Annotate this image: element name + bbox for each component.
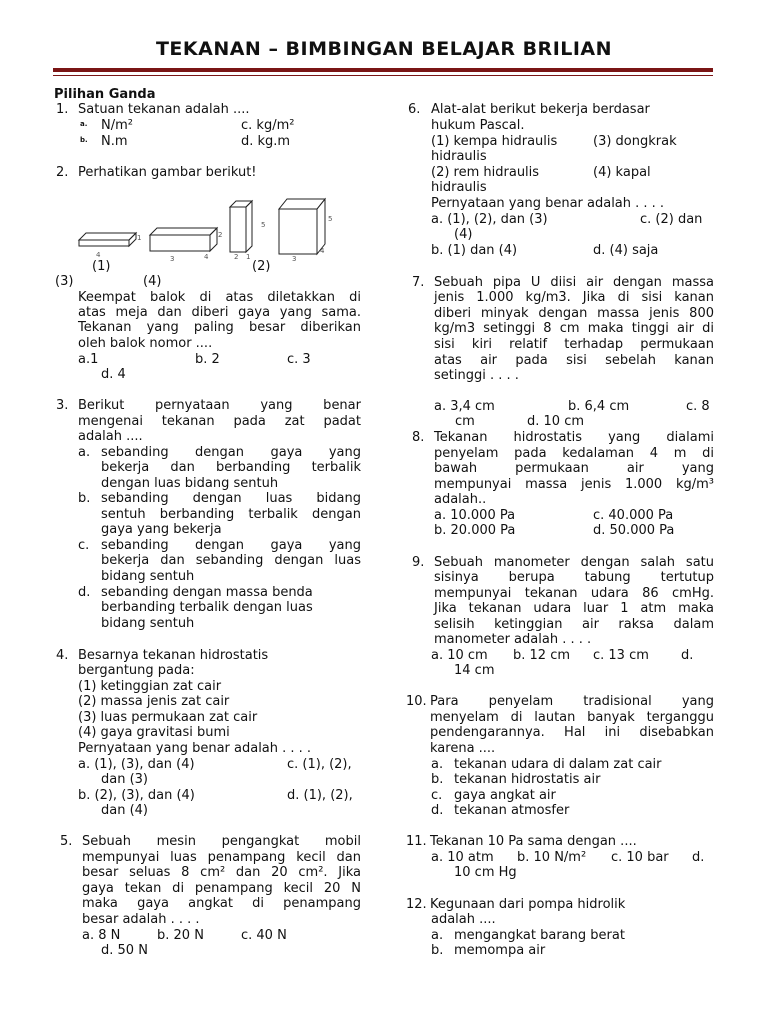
- q5-option-d: d. 50 N: [101, 943, 148, 958]
- q10-label-c: c.: [431, 788, 443, 803]
- q8-option-a: a. 10.000 Pa: [434, 508, 516, 523]
- q3-label-d: d.: [78, 585, 91, 600]
- page-title: TEKANAN – BIMBINGAN BELAJAR BRILIAN: [155, 38, 613, 60]
- title-rule: [53, 68, 713, 72]
- q10-option-a: tekanan udara di dalam zat cair: [454, 757, 662, 772]
- q4-option-a: a. (1), (3), dan (4): [78, 757, 195, 772]
- svg-text:5: 5: [261, 221, 266, 229]
- q4-line-1: Besarnya tekanan hidrostatis: [78, 648, 269, 663]
- q3-number: 3.: [56, 398, 69, 413]
- q6-line-1: Alat-alat berikut bekerja berdasar: [431, 102, 650, 117]
- q9-option-d-2: 14 cm: [454, 663, 495, 678]
- q8-line-4: mempunyai massa jenis 1.000 kg/m³: [434, 477, 714, 492]
- q2-line-1: Keempat balok di atas diletakkan di: [78, 290, 361, 305]
- q6-item-4: (4) kapal: [593, 165, 651, 180]
- q3-line-1: Berikut pernyataan yang benar: [78, 398, 361, 413]
- q6-option-c-2: (4): [454, 227, 473, 242]
- q10-number: 10.: [406, 694, 427, 709]
- q11-option-d-2: 10 cm Hg: [454, 865, 517, 880]
- q3-option-b-3: gaya yang bekerja: [101, 522, 222, 537]
- q10-option-c: gaya angkat air: [454, 788, 556, 803]
- q7-option-c-2: cm: [455, 414, 475, 429]
- svg-text:4: 4: [204, 253, 209, 261]
- q8-option-d: d. 50.000 Pa: [593, 523, 675, 538]
- q4-option-d-1: d. (1), (2),: [287, 788, 353, 803]
- q12-label-b: b.: [431, 943, 444, 958]
- q3-option-d-1: sebanding dengan massa benda: [101, 585, 313, 600]
- q3-option-a-2: bekerja dan berbanding terbalik: [101, 460, 361, 475]
- fig-label-3: (3): [55, 274, 74, 289]
- q6-item-3b: hidraulis: [431, 149, 487, 164]
- q7-line-6: atas air pada sisi sebelah kanan: [434, 353, 714, 368]
- svg-text:2: 2: [234, 253, 239, 261]
- q3-option-d-2: berbanding terbalik dengan luas: [101, 600, 313, 615]
- q12-line-1: Kegunaan dari pompa hidrolik: [430, 897, 626, 912]
- q11-option-a: a. 10 atm: [431, 850, 494, 865]
- q3-line-2: mengenai tekanan pada zat padat: [78, 414, 361, 429]
- q5-line-2: mempunyai luas penampang kecil dan: [82, 850, 361, 865]
- q2-number: 2.: [56, 165, 69, 180]
- q12-option-a: mengangkat barang berat: [454, 928, 625, 943]
- q7-line-2: jenis 1.000 kg/m3. Jika di sisi kanan: [434, 290, 714, 305]
- q3-label-a: a.: [78, 445, 91, 460]
- q9-line-2: sisinya berupa tabung tertutup: [434, 570, 714, 585]
- q3-option-a-1: sebanding dengan gaya yang: [101, 445, 361, 460]
- q4-item-1: (1) ketinggian zat cair: [78, 679, 222, 694]
- q6-item-2: (2) rem hidraulis: [431, 165, 540, 180]
- q5-line-1: Sebuah mesin pengangkat mobil: [82, 834, 361, 849]
- svg-text:2: 2: [218, 231, 223, 239]
- q6-item-3: (3) dongkrak: [593, 134, 677, 149]
- section-heading: Pilihan Ganda: [54, 87, 156, 102]
- q5-line-4: gaya tekan di penampang kecil 20 N: [82, 881, 361, 896]
- q10-label-a: a.: [431, 757, 444, 772]
- q11-option-d-1: d.: [692, 850, 705, 865]
- svg-text:4: 4: [320, 247, 325, 255]
- q1-mark-a: a.: [80, 120, 88, 128]
- q6-option-c-1: c. (2) dan: [640, 212, 703, 227]
- q6-number: 6.: [408, 102, 421, 117]
- q4-item-4: (4) gaya gravitasi bumi: [78, 725, 230, 740]
- svg-text:4: 4: [96, 251, 101, 259]
- q8-line-3: bawah permukaan air yang: [434, 461, 714, 476]
- q4-item-2: (2) massa jenis zat cair: [78, 694, 230, 709]
- q11-option-c: c. 10 bar: [611, 850, 669, 865]
- q7-line-4: kg/m3 setinggi 8 cm maka tinggi air di: [434, 321, 714, 336]
- q2-option-c: c. 3: [287, 352, 311, 367]
- svg-text:3: 3: [292, 255, 297, 263]
- q9-line-4: Jika tekanan udara luar 1 atm maka: [434, 601, 714, 616]
- q5-line-5: maka gaya angkat di penampang: [82, 896, 361, 911]
- q12-option-b: memompa air: [454, 943, 546, 958]
- q3-option-d-3: bidang sentuh: [101, 616, 195, 631]
- q10-line-4: karena ....: [430, 741, 496, 756]
- q5-line-3: besar seluas 8 cm² dan 20 cm². Jika: [82, 865, 361, 880]
- q3-option-a-3: dengan luas bidang sentuh: [101, 476, 279, 491]
- svg-text:1: 1: [246, 253, 251, 261]
- q12-number: 12.: [406, 897, 427, 912]
- q2-line-3: Tekanan yang paling besar diberikan: [78, 320, 361, 335]
- q4-option-b: b. (2), (3), dan (4): [78, 788, 195, 803]
- fig-label-1: (1): [92, 259, 111, 274]
- q9-line-3: mempunyai tekanan udara 86 cmHg.: [434, 586, 714, 601]
- blocks-figure: [74, 195, 344, 265]
- q2-line-2: atas meja dan diberi gaya yang sama.: [78, 305, 361, 320]
- q1-option-b: N.m: [101, 134, 128, 149]
- q9-number: 9.: [412, 555, 425, 570]
- q3-label-c: c.: [78, 538, 90, 553]
- q4-option-c-1: c. (1), (2),: [287, 757, 352, 772]
- q8-option-b: b. 20.000 Pa: [434, 523, 516, 538]
- q4-item-3: (3) luas permukaan zat cair: [78, 710, 258, 725]
- q5-option-c: c. 40 N: [241, 928, 287, 943]
- svg-text:1: 1: [137, 234, 142, 242]
- q9-line-6: manometer adalah . . . .: [434, 632, 592, 647]
- q2-option-a: a.1: [78, 352, 99, 367]
- q6-line-2: hukum Pascal.: [431, 118, 525, 133]
- q6-option-d: d. (4) saja: [593, 243, 659, 258]
- q10-line-3: pendengarannya. Hal ini disebabkan: [430, 725, 714, 740]
- q5-option-b: b. 20 N: [157, 928, 204, 943]
- q10-option-b: tekanan hidrostatis air: [454, 772, 601, 787]
- fig-label-4: (4): [143, 274, 162, 289]
- q8-line-2: penyelam pada kedalaman 4 m di: [434, 446, 714, 461]
- q7-line-1: Sebuah pipa U diisi air dengan massa: [434, 275, 714, 290]
- svg-text:3: 3: [170, 255, 175, 263]
- svg-text:5: 5: [328, 215, 333, 223]
- q3-option-c-2: bekerja dan sebanding dengan luas: [101, 553, 361, 568]
- q7-number: 7.: [412, 275, 425, 290]
- q7-option-b: b. 6,4 cm: [568, 399, 630, 414]
- q9-line-5: selisih ketinggian air raksa dalam: [434, 617, 714, 632]
- q10-option-d: tekanan atmosfer: [454, 803, 570, 818]
- q6-statement: Pernyataan yang benar adalah . . . .: [431, 196, 665, 211]
- q4-line-2: bergantung pada:: [78, 663, 195, 678]
- q1-option-a: N/m²: [101, 118, 133, 133]
- q4-number: 4.: [56, 648, 69, 663]
- q7-option-d: d. 10 cm: [527, 414, 585, 429]
- q7-option-a: a. 3,4 cm: [434, 399, 495, 414]
- q12-label-a: a.: [431, 928, 444, 943]
- q2-text: Perhatikan gambar berikut!: [78, 165, 257, 180]
- q10-line-1: Para penyelam tradisional yang: [430, 694, 714, 709]
- q11-option-b: b. 10 N/m²: [517, 850, 587, 865]
- q12-line-2: adalah ....: [431, 912, 496, 927]
- q10-label-d: d.: [431, 803, 444, 818]
- q1-number: 1.: [56, 102, 69, 117]
- q3-option-b-1: sebanding dengan luas bidang: [101, 491, 361, 506]
- q8-line-1: Tekanan hidrostatis yang dialami: [434, 430, 714, 445]
- q5-line-6: besar adalah . . . .: [82, 912, 200, 927]
- q6-option-b: b. (1) dan (4): [431, 243, 518, 258]
- q1-text: Satuan tekanan adalah ....: [78, 102, 250, 117]
- q3-line-3: adalah ....: [78, 429, 143, 444]
- q9-option-d-1: d.: [681, 648, 694, 663]
- q9-option-c: c. 13 cm: [593, 648, 649, 663]
- q10-label-b: b.: [431, 772, 444, 787]
- q8-number: 8.: [412, 430, 425, 445]
- q3-option-c-3: bidang sentuh: [101, 569, 195, 584]
- q4-statement: Pernyataan yang benar adalah . . . .: [78, 741, 312, 756]
- q1-option-d: d. kg.m: [241, 134, 291, 149]
- q10-line-2: menyelam di lautan banyak terganggu: [430, 710, 714, 725]
- q1-option-c: c. kg/m²: [241, 118, 295, 133]
- q8-option-c: c. 40.000 Pa: [593, 508, 674, 523]
- q6-item-1: (1) kempa hidraulis: [431, 134, 558, 149]
- q3-option-c-1: sebanding dengan gaya yang: [101, 538, 361, 553]
- q11-line-1: Tekanan 10 Pa sama dengan ....: [430, 834, 637, 849]
- q6-item-4b: hidraulis: [431, 180, 487, 195]
- q6-option-a: a. (1), (2), dan (3): [431, 212, 548, 227]
- q3-option-b-2: sentuh berbanding terbalik dengan: [101, 507, 361, 522]
- q9-line-1: Sebuah manometer dengan salah satu: [434, 555, 714, 570]
- q3-label-b: b.: [78, 491, 91, 506]
- q9-option-b: b. 12 cm: [513, 648, 571, 663]
- title-rule-thin: [53, 75, 713, 76]
- q2-line-4: oleh balok nomor ....: [78, 336, 213, 351]
- q5-number: 5.: [60, 834, 73, 849]
- q2-option-b: b. 2: [195, 352, 220, 367]
- q4-option-c-2: dan (3): [101, 772, 149, 787]
- fig-label-2: (2): [252, 259, 271, 274]
- q7-line-5: sisi kiri relatif terhadap permukaan: [434, 337, 714, 352]
- q7-line-3: diberi minyak dengan massa jenis 800: [434, 306, 714, 321]
- q7-option-c-1: c. 8: [686, 399, 710, 414]
- q2-option-d: d. 4: [101, 367, 126, 382]
- q5-option-a: a. 8 N: [82, 928, 121, 943]
- q8-line-5: adalah..: [434, 492, 487, 507]
- q9-option-a: a. 10 cm: [431, 648, 488, 663]
- q11-number: 11.: [406, 834, 427, 849]
- q1-mark-b: b.: [80, 136, 88, 144]
- q4-option-d-2: dan (4): [101, 803, 149, 818]
- q7-line-7: setinggi . . . .: [434, 368, 519, 383]
